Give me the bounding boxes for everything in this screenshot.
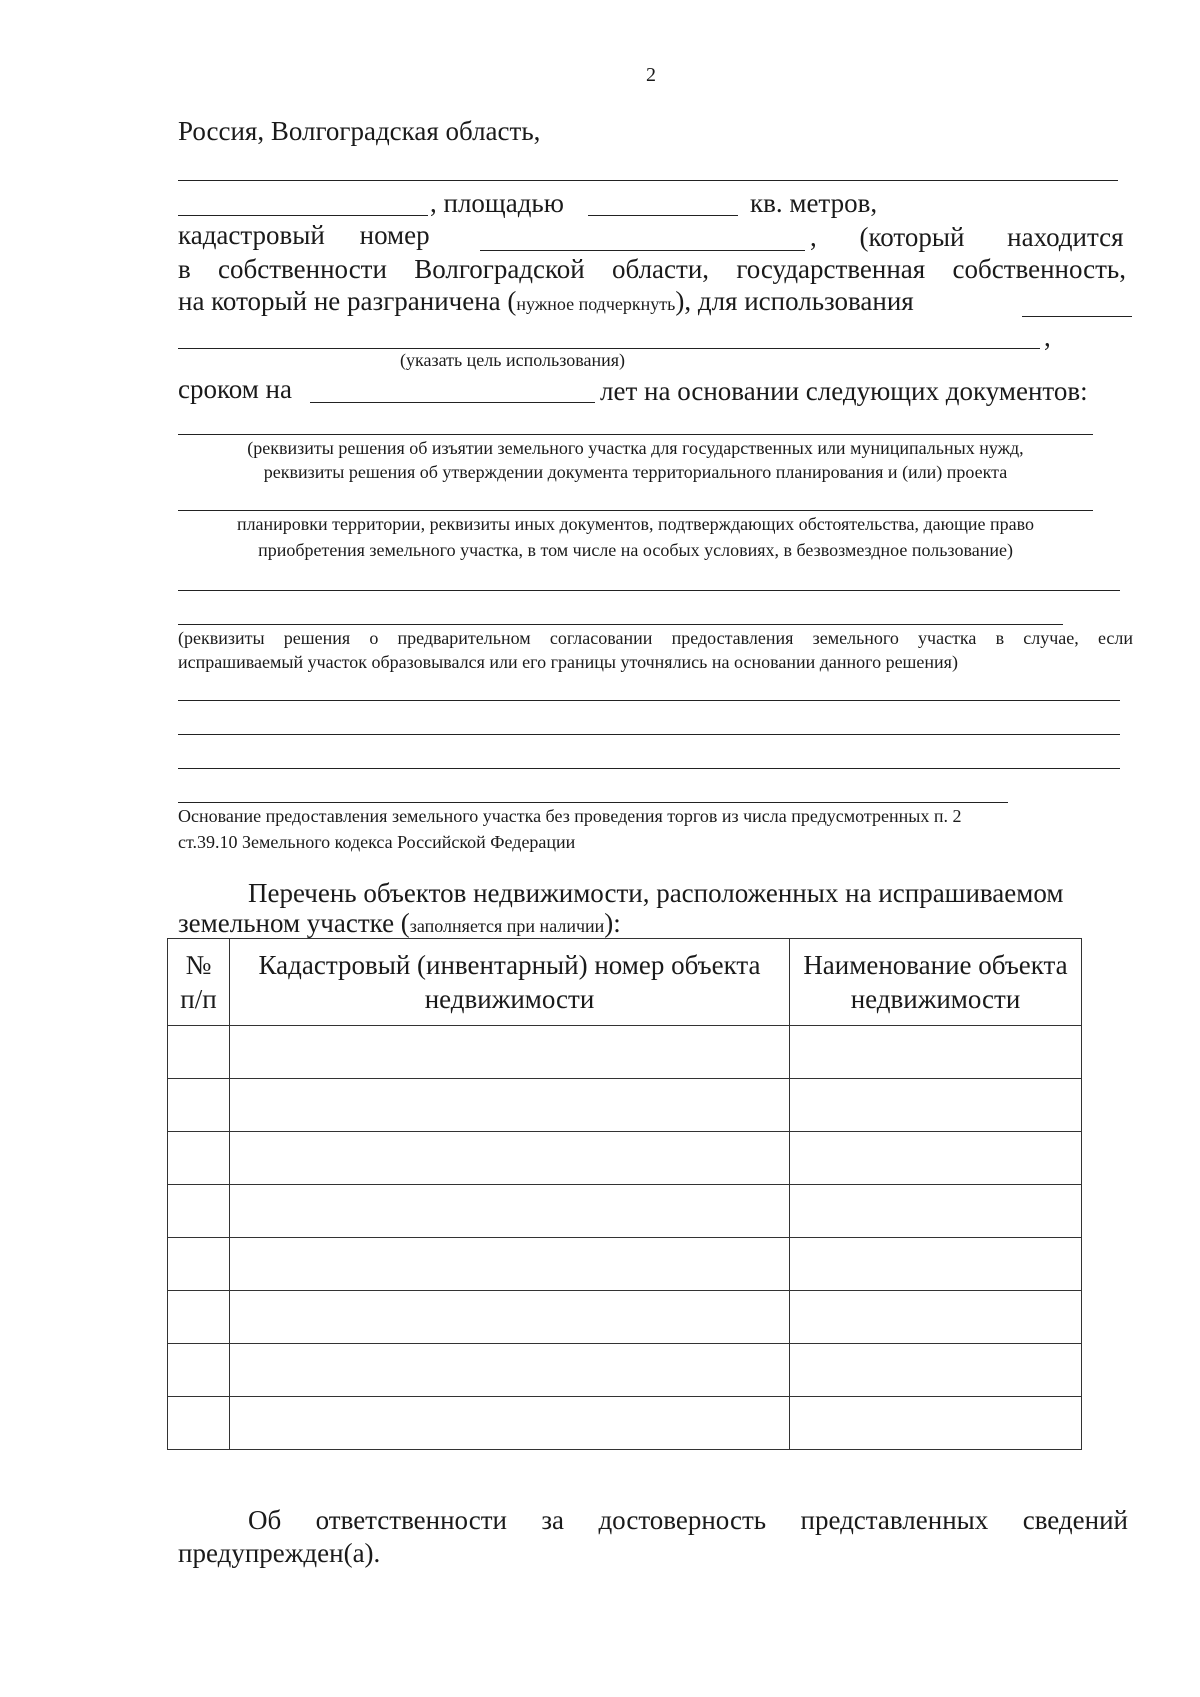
objects-heading-main: земельном участке ( (178, 908, 410, 938)
responsibility-line2: предупрежден(а). (178, 1538, 381, 1568)
table-cell[interactable] (790, 1344, 1082, 1397)
purpose-comma: , (1044, 322, 1051, 352)
table-row (168, 1344, 1082, 1397)
table-cell[interactable] (230, 1344, 790, 1397)
table-cell[interactable] (790, 1132, 1082, 1185)
responsibility-line1: Об ответственности за достоверность представленных сведений (248, 1505, 1128, 1535)
purpose-caption: (указать цель использования) (400, 350, 625, 370)
objects-table (167, 938, 1082, 1450)
preliminary-blank-line-1 (178, 700, 1120, 701)
cadastral-suffix: , (который находится (810, 222, 1124, 252)
table-cell[interactable] (230, 1185, 790, 1238)
table-row (168, 1026, 1082, 1079)
cadastral-line3-start: на который не разграничена ( (178, 286, 517, 316)
objects-heading-line2 (178, 908, 621, 939)
cadastral-number-blank (480, 250, 805, 251)
term-years-blank (310, 402, 595, 403)
documents-blank-line-3 (178, 590, 1120, 591)
usage-blank-end (1022, 316, 1132, 317)
table-row (168, 1185, 1082, 1238)
column-header-object-name: Наименование объекта недвижимости (790, 939, 1082, 1026)
preliminary-blank-line-4 (178, 802, 1008, 803)
term-prefix: сроком на (178, 374, 292, 404)
purpose-blank-line (178, 348, 1040, 349)
basis-caption-line2: ст.39.10 Земельного кодекса Российской Федерации (178, 832, 576, 852)
table-cell[interactable] (168, 1238, 230, 1291)
preliminary-blank-line-2 (178, 734, 1120, 735)
area-label: , площадью (430, 188, 564, 218)
table-cell[interactable] (168, 1185, 230, 1238)
table-cell[interactable] (790, 1397, 1082, 1450)
column-header-number: № п/п (168, 939, 230, 1026)
cadastral-line3-end: ), для использования (675, 286, 914, 316)
table-header-row (168, 939, 1082, 1026)
table-cell[interactable] (168, 1397, 230, 1450)
table-cell[interactable] (790, 1079, 1082, 1132)
area-unit: кв. метров, (750, 188, 878, 218)
documents-caption-2-line1: планировки территории, реквизиты иных документов, подтверждающих обстоятельства, дающие право (236, 514, 1035, 534)
documents-caption-1-line2: реквизиты решения об утверждении документа территориального планирования и (или) проекта (263, 462, 1008, 482)
table-cell[interactable] (168, 1291, 230, 1344)
table-cell[interactable] (230, 1132, 790, 1185)
table-cell[interactable] (168, 1079, 230, 1132)
objects-heading-line1: Перечень объектов недвижимости, расположенных на испрашиваемом (248, 878, 1064, 908)
objects-heading-note: заполняется при наличии (409, 916, 605, 936)
table-cell[interactable] (790, 1238, 1082, 1291)
preliminary-blank-line-3 (178, 768, 1120, 769)
documents-caption-2-line2: приобретения земельного участка, в том числе на особых условиях, в безвозмездное пользование) (258, 540, 1013, 560)
cadastral-prefix: кадастровый номер (178, 220, 430, 250)
table-cell[interactable] (790, 1185, 1082, 1238)
table-row (168, 1079, 1082, 1132)
underline-hint: нужное подчеркнуть (516, 294, 676, 314)
table-row (168, 1132, 1082, 1185)
basis-caption-line1: Основание предоставления земельного участка без проведения торгов из числа предусмотренных п. 2 (178, 806, 962, 826)
table-cell[interactable] (230, 1291, 790, 1344)
preliminary-caption-line2: испрашиваемый участок образовывался или его границы уточнялись на основании данного решения) (178, 652, 958, 672)
term-suffix: лет на основании следующих документов: (600, 376, 1088, 406)
documents-blank-line-2 (178, 510, 1093, 511)
preliminary-caption-line1: (реквизиты решения о предварительном согласовании предоставления земельного участка в случае, если (178, 628, 1133, 648)
address-locality-blank (178, 215, 428, 216)
documents-caption-1-line1: (реквизиты решения об изъятии земельного участка для государственных или муниципальных нужд, (247, 438, 1024, 458)
page-number: 2 (646, 64, 656, 86)
table-cell[interactable] (168, 1132, 230, 1185)
table-row (168, 1397, 1082, 1450)
objects-heading-end: ): (604, 908, 621, 938)
table-cell[interactable] (230, 1079, 790, 1132)
table-cell[interactable] (230, 1397, 790, 1450)
address-blank-line (178, 180, 1118, 181)
area-value-blank (588, 215, 738, 216)
documents-blank-line-1 (178, 434, 1093, 435)
table-cell[interactable] (230, 1238, 790, 1291)
table-cell[interactable] (168, 1344, 230, 1397)
table-row (168, 1238, 1082, 1291)
address-country-region: Россия, Волгоградская область, (178, 116, 541, 146)
documents-blank-line-4 (178, 624, 1063, 625)
table-cell[interactable] (790, 1291, 1082, 1344)
column-header-cadastral-number: Кадастровый (инвентарный) номер объекта недвижимости (230, 939, 790, 1026)
cadastral-line3 (178, 286, 914, 317)
table-cell[interactable] (790, 1026, 1082, 1079)
cadastral-ownership-line: в собственности Волгоградской области, государственная собственность, (178, 254, 1126, 284)
table-row (168, 1291, 1082, 1344)
table-cell[interactable] (230, 1026, 790, 1079)
table-cell[interactable] (168, 1026, 230, 1079)
